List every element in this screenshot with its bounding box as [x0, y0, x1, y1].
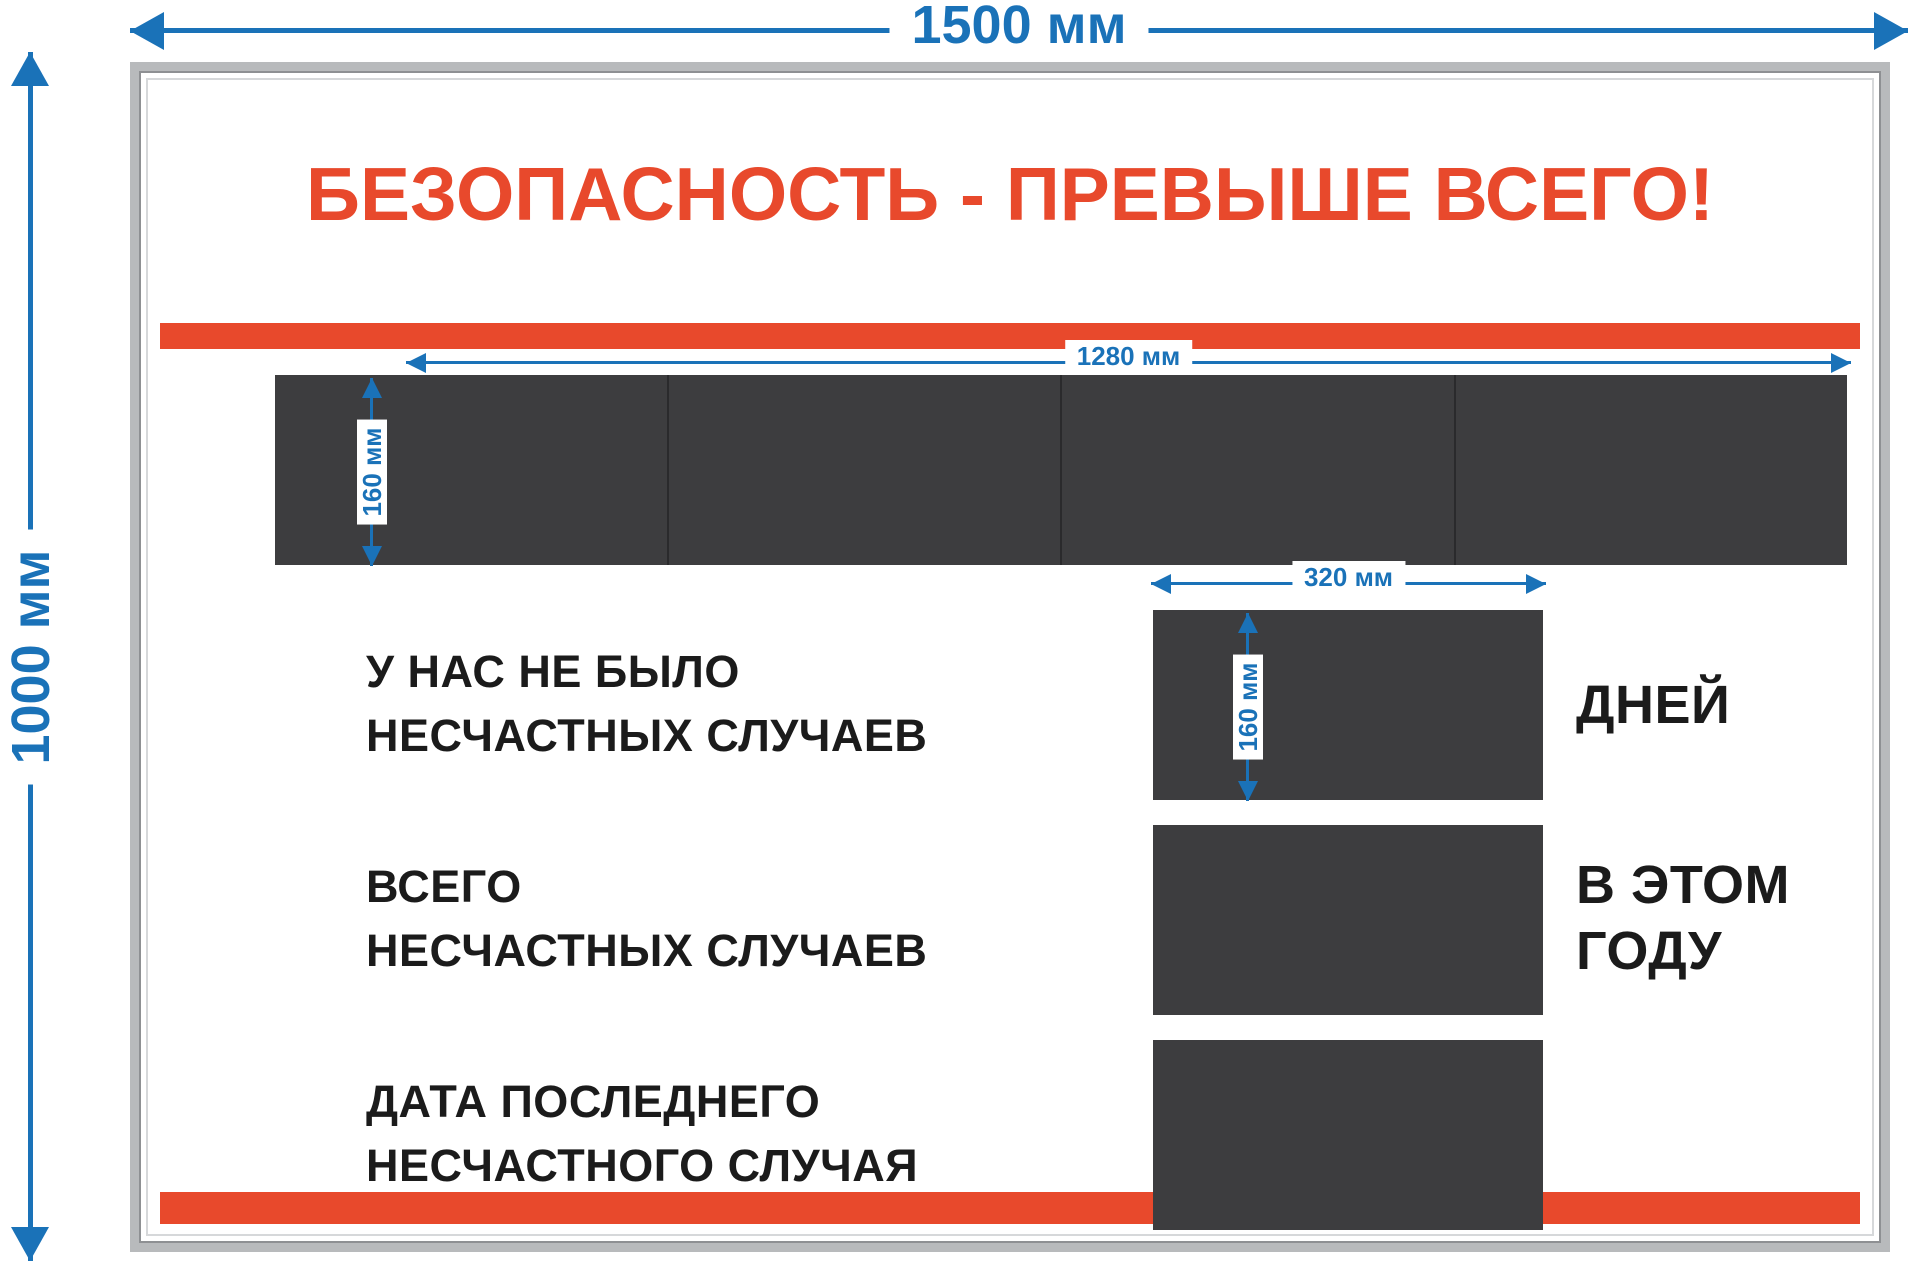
arrow-up-icon	[362, 378, 382, 398]
arrow-left-icon	[1151, 574, 1171, 594]
arrow-up-icon	[1238, 613, 1258, 633]
unit-days	[1576, 672, 1730, 738]
date-strip-panel	[275, 375, 1847, 565]
strip-segment	[1456, 375, 1848, 565]
top-red-bar	[160, 323, 1860, 349]
overall-height-dimension	[0, 52, 62, 1261]
strip-segment	[1062, 375, 1456, 565]
overall-width-dimension	[130, 0, 1908, 62]
overall-height-label: 1000 мм	[0, 529, 62, 784]
strip-width-label: 1280 мм	[1065, 340, 1193, 372]
arrow-right-icon	[1874, 12, 1908, 50]
value-box-days	[1153, 610, 1543, 800]
caption-days-line1: У НАС НЕ БЫЛО	[366, 646, 740, 697]
arrow-down-icon	[362, 546, 382, 566]
strip-height-label: 160 мм	[357, 419, 387, 524]
arrow-right-icon	[1526, 574, 1546, 594]
value-box-last-accident-date	[1153, 1040, 1543, 1230]
strip-segment	[275, 375, 669, 565]
arrow-right-icon	[1831, 353, 1851, 373]
value-box-width-label: 320 мм	[1292, 561, 1405, 593]
strip-segment	[669, 375, 1063, 565]
value-box-total-accidents	[1153, 825, 1543, 1015]
value-box-height-dimension	[1233, 613, 1263, 801]
caption-last-date-line1: ДАТА ПОСЛЕДНЕГО	[366, 1076, 821, 1127]
caption-last-date	[366, 1070, 918, 1198]
unit-this-year-line1: В ЭТОМ	[1576, 855, 1791, 915]
caption-total	[366, 855, 927, 983]
value-box-height-label: 160 мм	[1233, 654, 1263, 759]
safety-board	[130, 62, 1890, 1252]
unit-this-year	[1576, 852, 1790, 984]
board-title: БЕЗОПАСНОСТЬ - ПРЕВЫШЕ ВСЕГО!	[306, 152, 1714, 236]
value-box-width-dimension	[1151, 562, 1546, 599]
unit-days-line1: ДНЕЙ	[1576, 675, 1731, 735]
caption-days	[366, 640, 927, 768]
caption-total-line2: НЕСЧАСТНЫХ СЛУЧАЕВ	[366, 925, 928, 976]
caption-last-date-line2: НЕСЧАСТНОГО СЛУЧАЯ	[366, 1140, 919, 1191]
arrow-left-icon	[130, 12, 164, 50]
overall-width-label: 1500 мм	[889, 0, 1148, 58]
caption-days-line2: НЕСЧАСТНЫХ СЛУЧАЕВ	[366, 710, 928, 761]
unit-this-year-line2: ГОДУ	[1576, 921, 1722, 981]
caption-total-line1: ВСЕГО	[366, 861, 522, 912]
arrow-down-icon	[11, 1227, 49, 1261]
arrow-down-icon	[1238, 781, 1258, 801]
board-inner-frame	[146, 78, 1874, 1236]
arrow-left-icon	[406, 353, 426, 373]
strip-width-dimension	[406, 341, 1851, 378]
arrow-up-icon	[11, 52, 49, 86]
strip-height-dimension	[357, 378, 387, 566]
